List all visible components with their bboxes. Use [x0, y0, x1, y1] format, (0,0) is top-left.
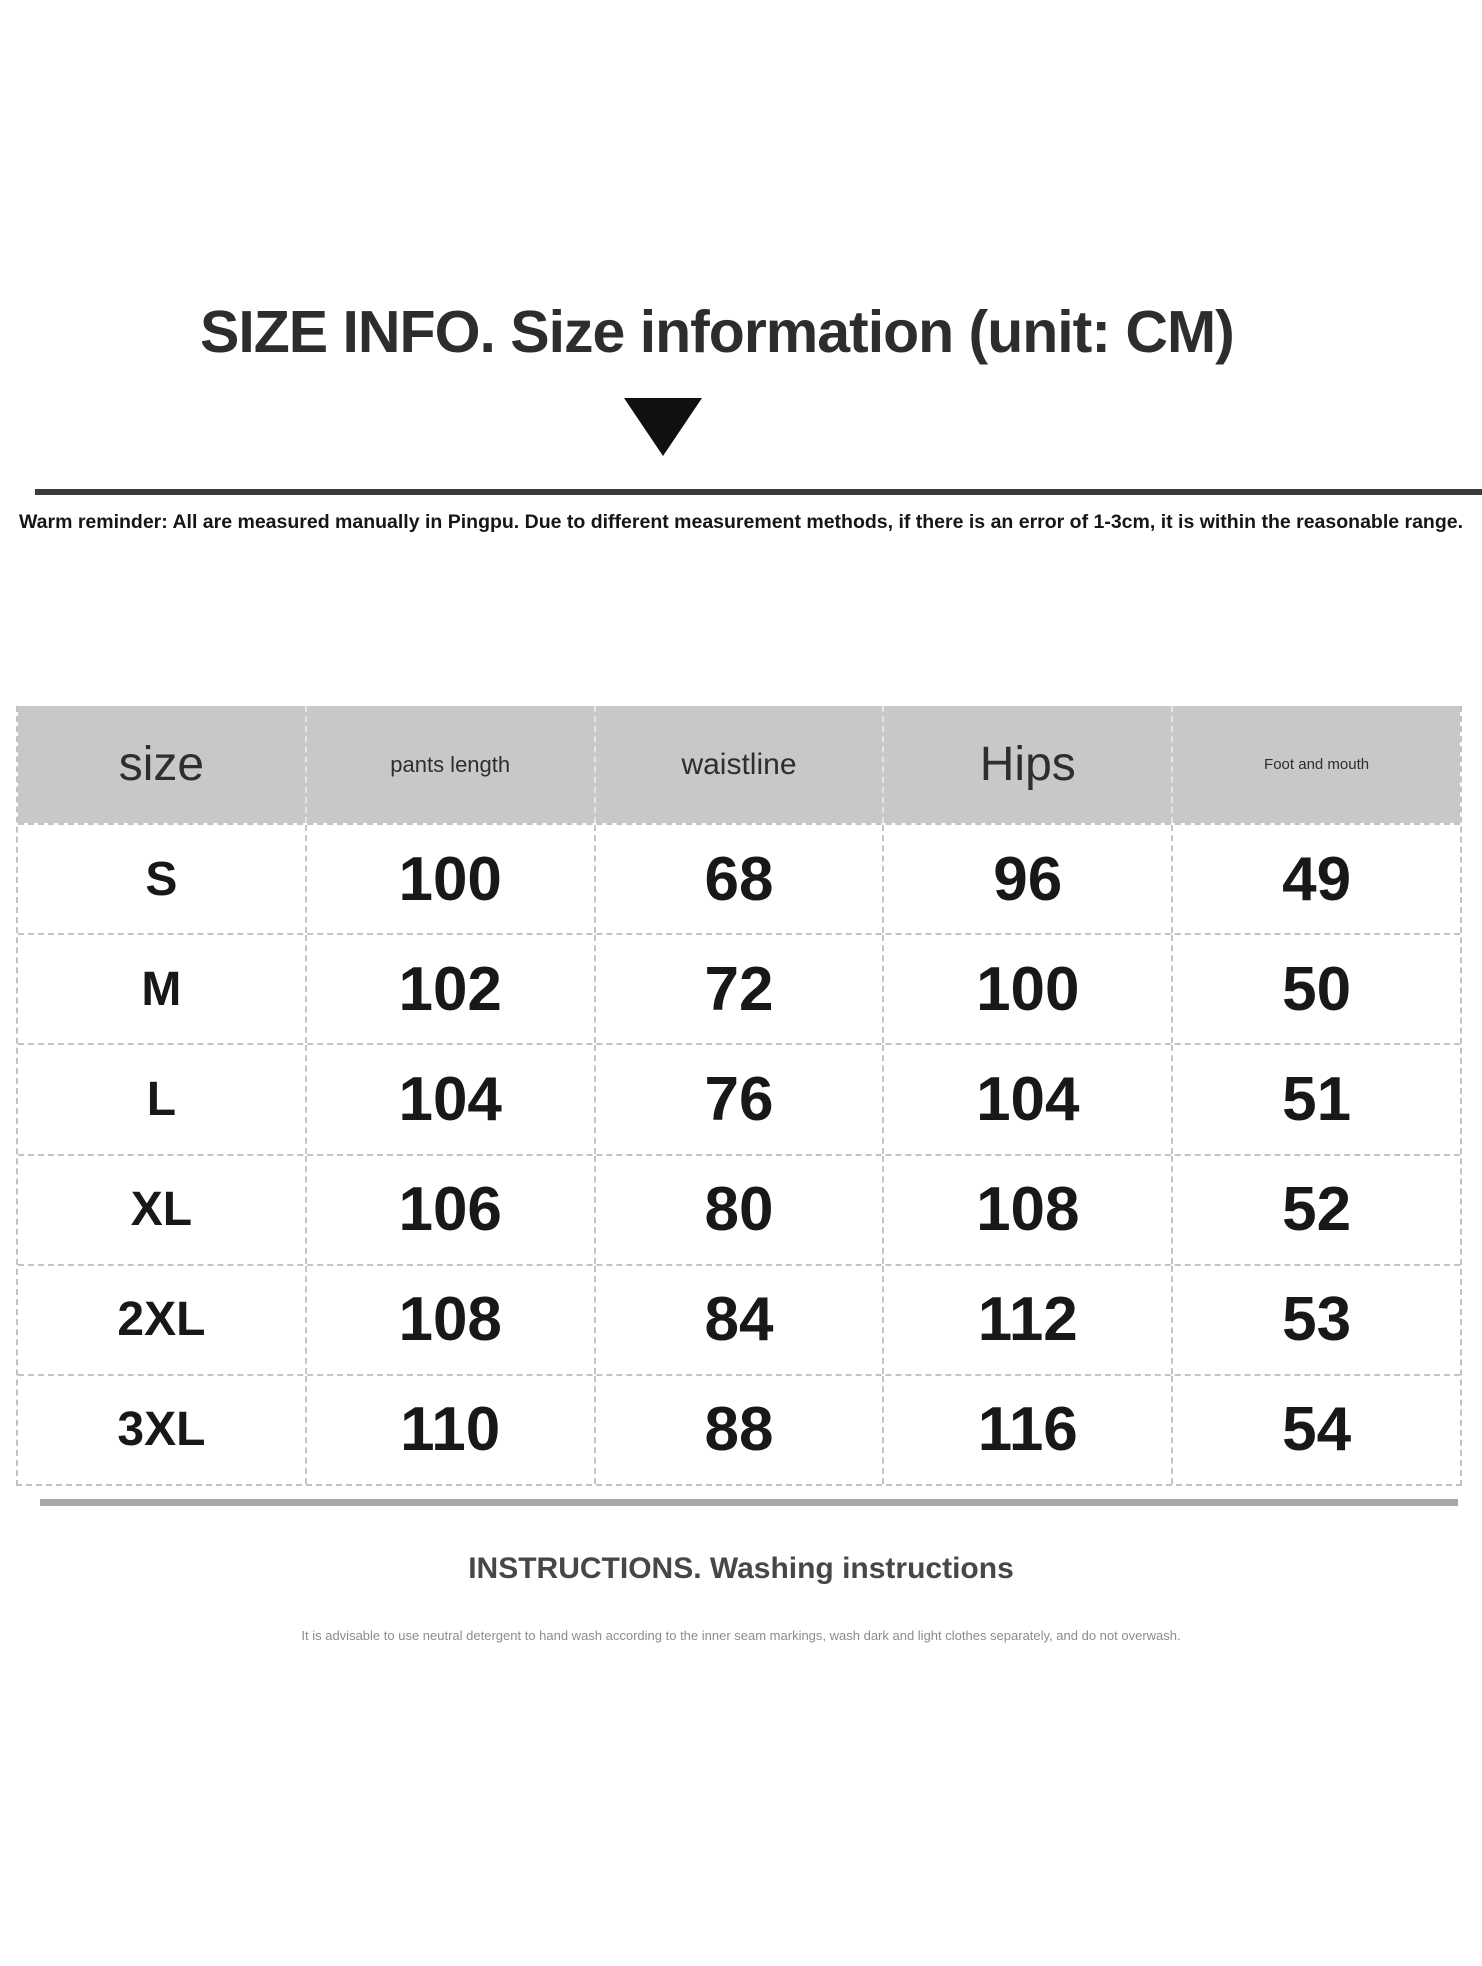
pants-length-cell: 102	[305, 935, 594, 1043]
foot-and-mouth-cell: 53	[1171, 1266, 1460, 1374]
size-cell: S	[145, 852, 178, 906]
column-header-waistline: waistline	[594, 706, 883, 823]
hips-cell: 104	[882, 1045, 1171, 1153]
hips-cell: 116	[882, 1376, 1171, 1484]
table-row-l	[18, 1043, 1460, 1153]
waistline-cell: 76	[594, 1045, 883, 1153]
hips-cell: 112	[882, 1266, 1171, 1374]
waistline-cell: 88	[594, 1376, 883, 1484]
foot-and-mouth-cell: 51	[1171, 1045, 1460, 1153]
size-table-header-row	[18, 706, 1460, 823]
pants-length-cell: 100	[305, 825, 594, 933]
size-cell: M	[141, 962, 182, 1016]
waistline-cell: 68	[594, 825, 883, 933]
washing-instructions-title: INSTRUCTIONS. Washing instructions	[468, 1552, 1014, 1585]
hips-cell: 96	[882, 825, 1171, 933]
foot-and-mouth-cell: 49	[1171, 825, 1460, 933]
column-header-foot-and-mouth: Foot and mouth	[1171, 706, 1460, 823]
page-title: SIZE INFO. Size information (unit: CM)	[200, 299, 1234, 365]
hips-cell: 108	[882, 1156, 1171, 1264]
table-bottom-rule	[40, 1499, 1458, 1506]
foot-and-mouth-cell: 50	[1171, 935, 1460, 1043]
size-cell: L	[146, 1072, 177, 1126]
pants-length-cell: 108	[305, 1266, 594, 1374]
column-header-pants-length: pants length	[305, 706, 594, 823]
divider-rule	[35, 489, 1482, 495]
triangle-down-icon	[624, 398, 702, 456]
warm-reminder-text: Warm reminder: All are measured manually in Pingpu. Due to different measurement methods, if there is an error of 1-3cm, it is within the reasonable range.	[18, 511, 1464, 533]
table-row-s	[18, 823, 1460, 933]
size-table	[16, 706, 1462, 1486]
waistline-cell: 84	[594, 1266, 883, 1374]
foot-and-mouth-cell: 52	[1171, 1156, 1460, 1264]
size-cell: 3XL	[117, 1403, 206, 1457]
size-cell: XL	[130, 1183, 193, 1237]
table-row-2xl	[18, 1264, 1460, 1374]
pants-length-cell: 110	[305, 1376, 594, 1484]
table-row-3xl	[18, 1374, 1460, 1484]
column-header-hips: Hips	[882, 706, 1171, 823]
table-row-xl	[18, 1154, 1460, 1264]
table-row-m	[18, 933, 1460, 1043]
waistline-cell: 80	[594, 1156, 883, 1264]
size-cell: 2XL	[117, 1293, 206, 1347]
hips-cell: 100	[882, 935, 1171, 1043]
foot-and-mouth-cell: 54	[1171, 1376, 1460, 1484]
column-header-size: size	[118, 738, 205, 791]
waistline-cell: 72	[594, 935, 883, 1043]
washing-instructions-text: It is advisable to use neutral detergent to hand wash according to the inner seam markings, wash dark and light clothes separately, and do not overwash.	[301, 1628, 1181, 1643]
pants-length-cell: 106	[305, 1156, 594, 1264]
pants-length-cell: 104	[305, 1045, 594, 1153]
